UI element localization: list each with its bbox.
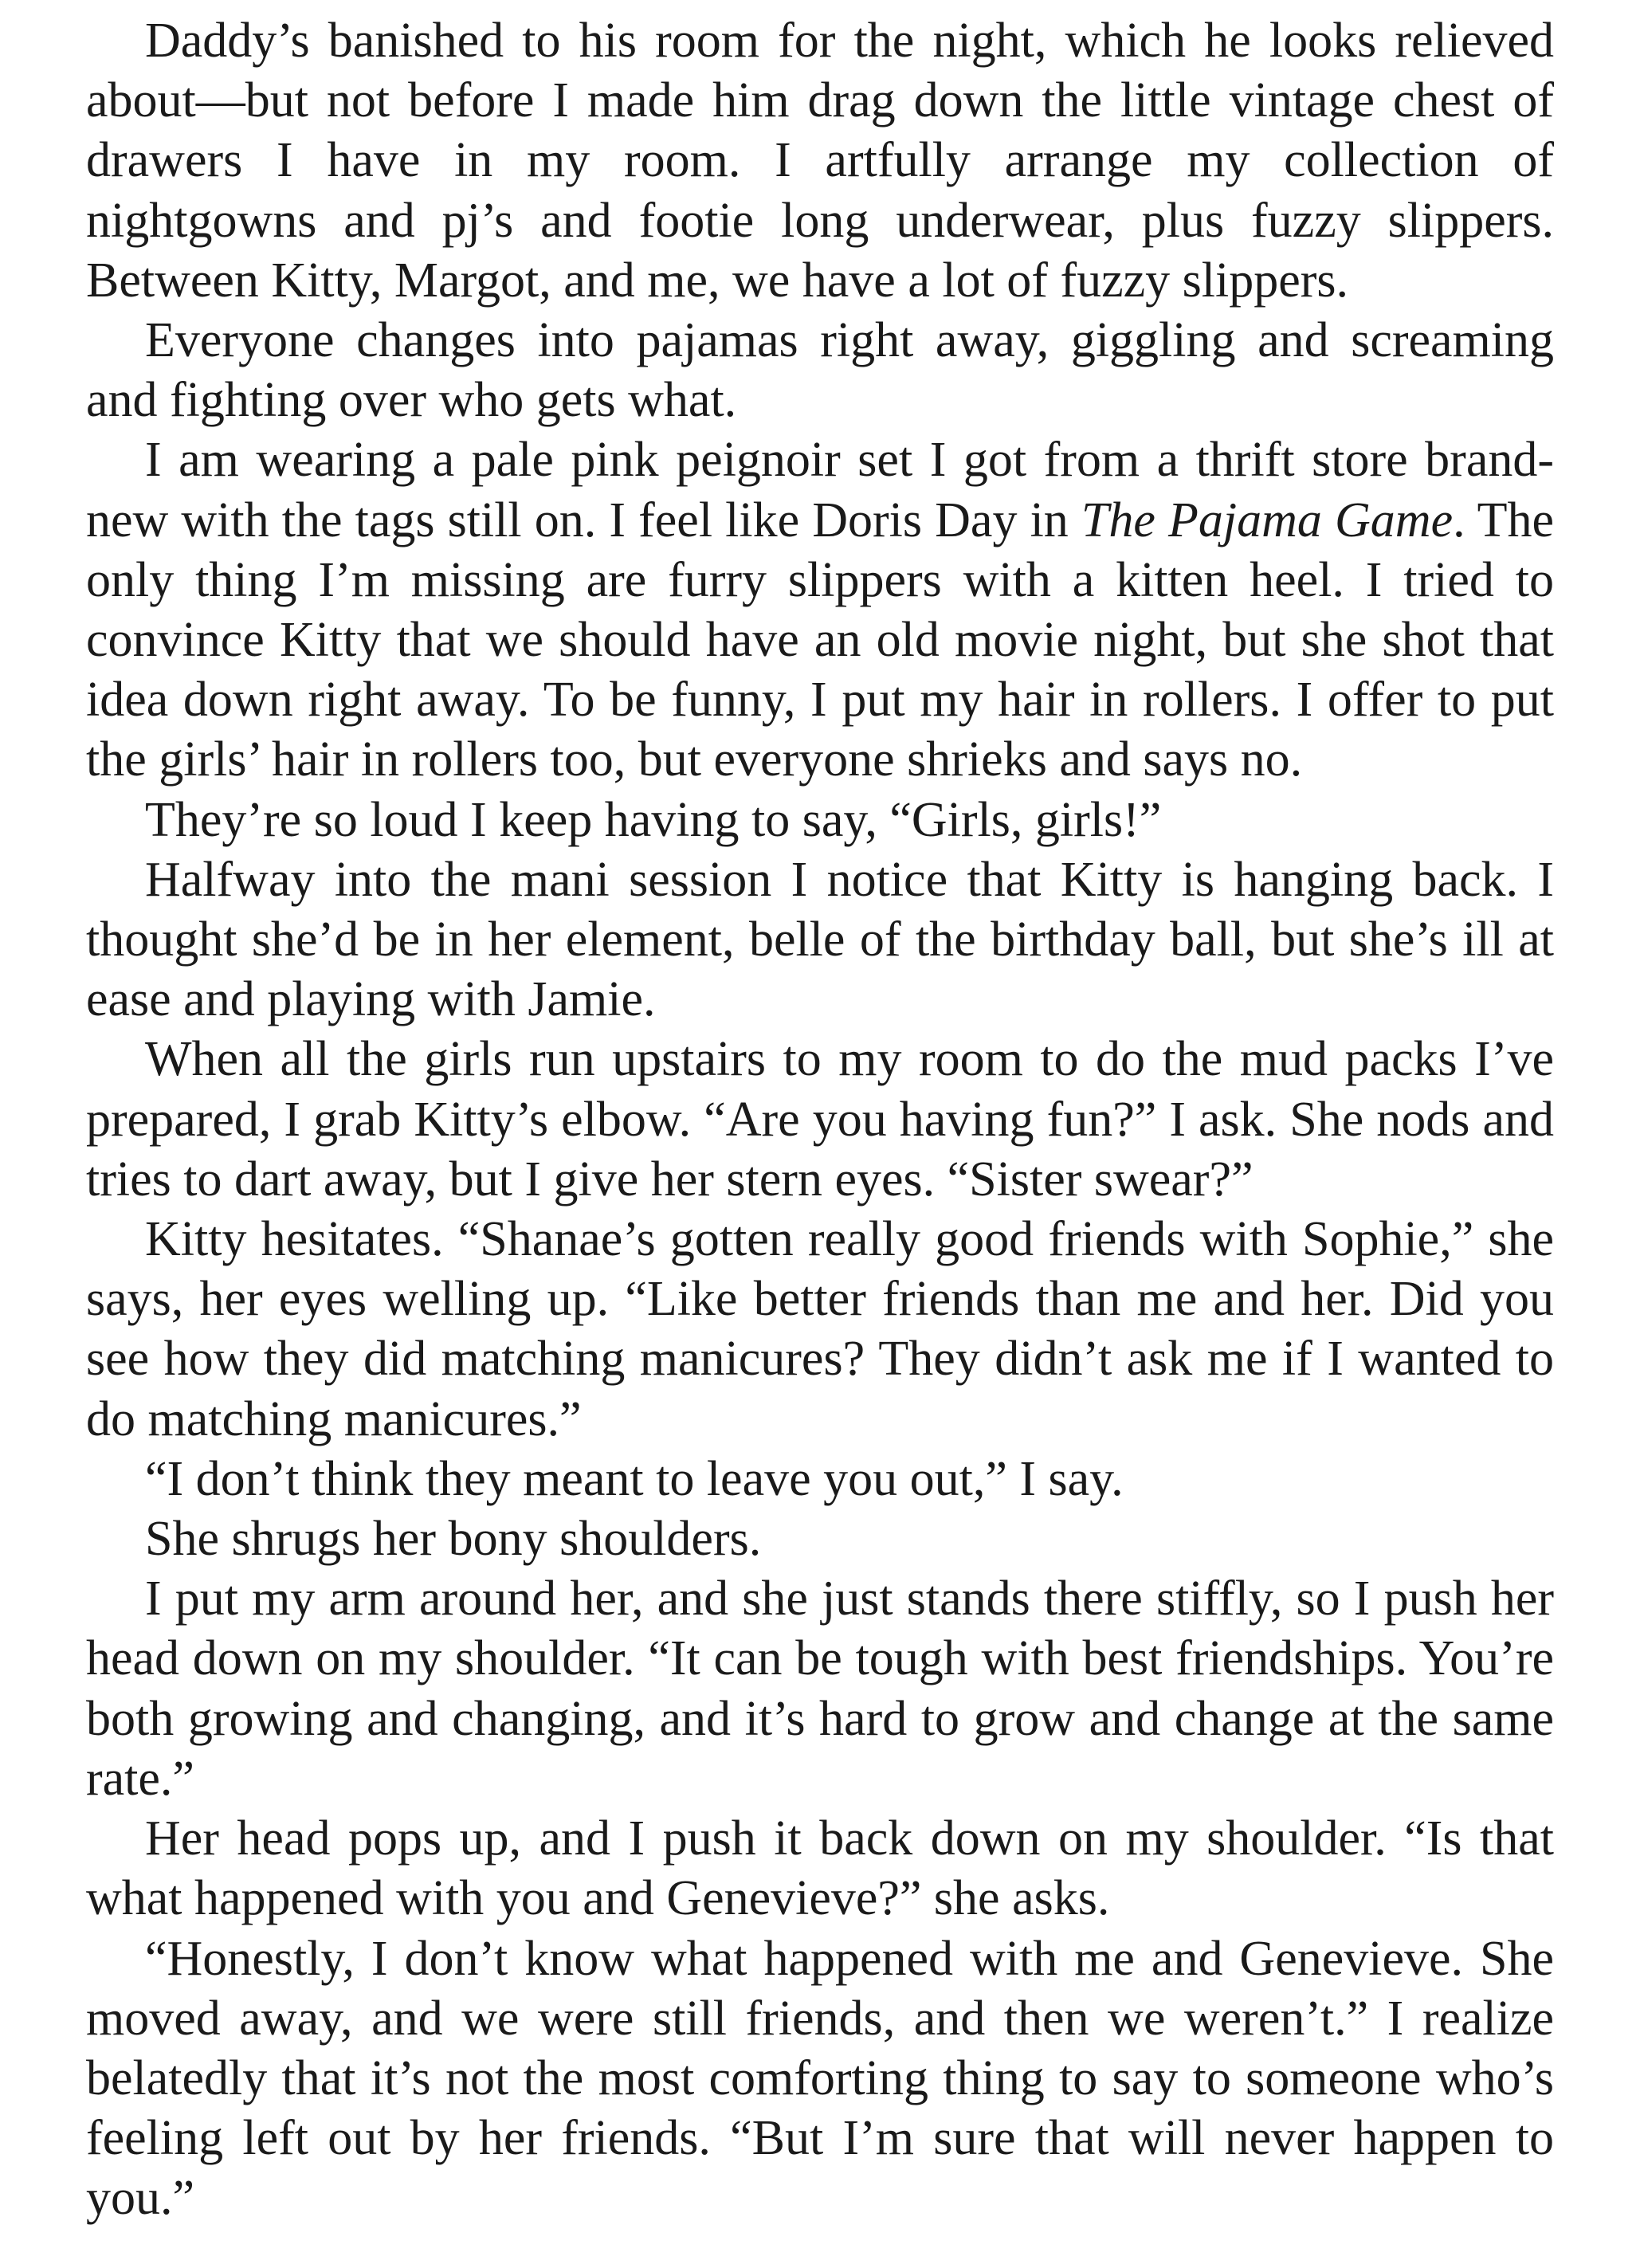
paragraph-text: When all the girls run upstairs to my room to do the mud packs I’ve prepared, I grab Kitty’s elbow. “Are you having fun?” I ask. She nods and tries to dart away, but I give her stern eyes. “Sister swear?” [86, 1032, 1554, 1207]
book-page [86, 11, 1554, 2229]
paragraph-text: Her head pops up, and I push it back down on my shoulder. “Is that what happened with you and Genevieve?” she asks. [86, 1811, 1554, 1926]
paragraph-text: “I don’t think they meant to leave you out,” I say. [145, 1451, 1124, 1506]
paragraph-text: Daddy’s banished to his room for the night, which he looks relieved about—but not before I made him drag down the little vintage chest of drawers I have in my room. I artfully arrange my collection of nightgowns and pj’s and footie long underwear, plus fuzzy slippers. Between Kitty, Margot, and me, we have a lot of fuzzy slippers. [86, 14, 1554, 308]
paragraph-text: They’re so loud I keep having to say, “Girls, girls!” [145, 792, 1162, 847]
paragraph [86, 850, 1554, 1030]
paragraph [86, 1509, 1554, 1569]
paragraph [86, 1569, 1554, 1809]
paragraph [86, 11, 1554, 311]
paragraph [86, 311, 1554, 430]
paragraph-text: . The only thing I’m missing are furry slippers with a kitten heel. I tried to convince Kitty that we should have an old movie night, but she shot that idea down right away. To be funny, I put my hair in rollers. I offer to put the girls’ hair in rollers too, but everyone shrieks and says no. [86, 492, 1554, 787]
paragraph-text: I am wearing a pale pink peignoir set I got from a thrift store brand-new with the tags still on. I feel like Doris Day in [86, 433, 1554, 547]
paragraph [86, 1929, 1554, 2229]
paragraph-text: “Honestly, I don’t know what happened with me and Genevieve. She moved away, and we were still friends, and then we weren’t.” I realize belatedly that it’s not the most comforting thing to say to someone who’s feeling left out by her friends. “But I’m sure that will never happen to you.” [86, 1931, 1554, 2226]
paragraph-text: She shrugs her bony shoulders. [145, 1512, 762, 1567]
paragraph [86, 1210, 1554, 1450]
paragraph-text: I put my arm around her, and she just stands there stiffly, so I push her head down on my shoulder. “It can be tough with best friendships. You’re both growing and changing, and it’s hard to grow and change at the same rate.” [86, 1572, 1554, 1806]
paragraph [86, 1030, 1554, 1210]
paragraph [86, 791, 1554, 850]
paragraph-text: Everyone changes into pajamas right away, giggling and screaming and fighting over who gets what. [86, 313, 1554, 428]
paragraph [86, 430, 1554, 790]
paragraph [86, 1809, 1554, 1929]
paragraph-text: Halfway into the mani session I notice that Kitty is hanging back. I thought she’d be in her element, belle of the birthday ball, but she’s ill at ease and playing with Jamie. [86, 852, 1554, 1027]
paragraph-text: Kitty hesitates. “Shanae’s gotten really good friends with Sophie,” she says, her eyes welling up. “Like better friends than me and her. Did you see how they did matching manicures? They didn’t ask me if I wanted to do matching manicures.” [86, 1212, 1554, 1446]
paragraph [86, 1450, 1554, 1509]
movie-title: The Pajama Game [1081, 492, 1454, 547]
